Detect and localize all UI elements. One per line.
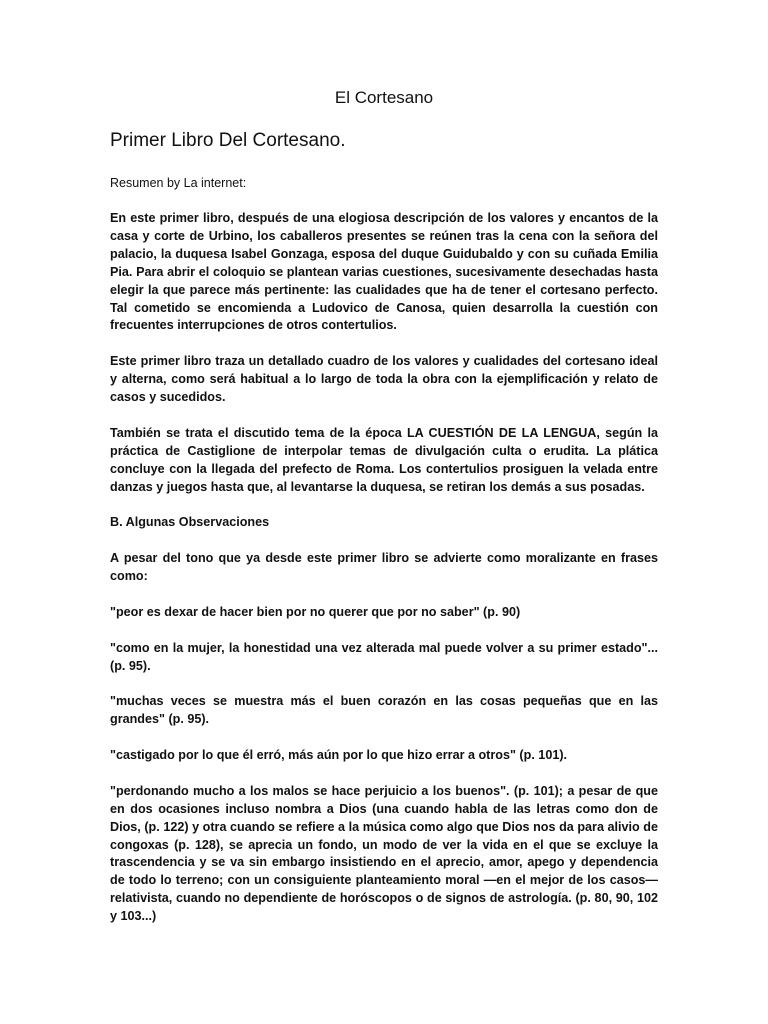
paragraph-intro: En este primer libro, después de una elogiosa descripción de los valores y encantos de la casa y corte de Urbino, los caballeros presentes se reúnen tras la cena con la señora del palacio, la duquesa Isabel Gonzaga, esposa del duque Guidubaldo y con su cuñada Emilia Pia. Para abrir el coloquio se plantean varias cuestiones, sucesivamente desechadas hasta elegir la que parece más pertinente: las cualidades que ha de tener el cortesano perfecto. Tal cometido se encomienda a Ludovico de Canosa, quien desarrolla la cuestión con frecuentes interrupciones de otros contertulios. — [110, 211, 658, 333]
quote-3: "muchas veces se muestra más el buen corazón en las cosas pequeñas que en las grandes" (p. 95). — [110, 694, 658, 727]
document-body — [110, 210, 658, 944]
paragraph-moralizing-tone: A pesar del tono que ya desde este primer libro se advierte como moralizante en frases como: — [110, 551, 658, 584]
quote-4: "castigado por lo que él erró, más aún por lo que hizo errar a otros" (p. 101). — [110, 748, 568, 763]
summary-label: Resumen by La internet: — [110, 176, 247, 190]
book-heading: Primer Libro Del Cortesano. — [110, 130, 346, 151]
quote-1: "peor es dexar de hacer bien por no querer que por no saber" (p. 90) — [110, 604, 521, 619]
quote-2: "como en la mujer, la honestidad una vez alterada mal puede volver a su primer estado"... (p. 95). — [110, 640, 658, 673]
paragraph-book-overview: Este primer libro traza un detallado cuadro de los valores y cualidades del cortesano ideal y alterna, como será habitual a lo largo de toda la obra con la ejemplificación y relato de casos y sucedidos. — [110, 354, 658, 405]
paragraph-language-question: También se trata el discutido tema de la época LA CUESTIÓN DE LA LENGUA, según la práctica de Castiglione de interpolar temas de divulgación culta o erudita. La plática concluye con la llegada del prefecto de Roma. Los contertulios prosiguen la velada entre danzas y juegos hasta que, al levantarse la duquesa, se retiran los demás a sus posadas. — [110, 425, 658, 494]
section-heading-observations: B. Algunas Observaciones — [110, 515, 270, 530]
document-title: El Cortesano — [334, 88, 434, 107]
paragraph-conclusion: "perdonando mucho a los malos se hace perjuicio a los buenos". (p. 101); a pesar de que en dos ocasiones incluso nombra a Dios (una cuando habla de las letras como don de Dios, (p. 122) y otra cuando se refiere a la música como algo que Dios nos da para alivio de congoxas (p. 128), se aprecia un fondo, un modo de ver la vida en el que se excluye la trascendencia y se va sin embargo insistiendo en el aprecio, amor, apego y dependencia de todo lo terreno; con un consiguiente planteamiento moral —en el mejor de los casos— relativista, cuando no dependiente de horóscopos o de signos de astrología. (p. 80, 90, 102 y 103...) — [110, 783, 658, 924]
